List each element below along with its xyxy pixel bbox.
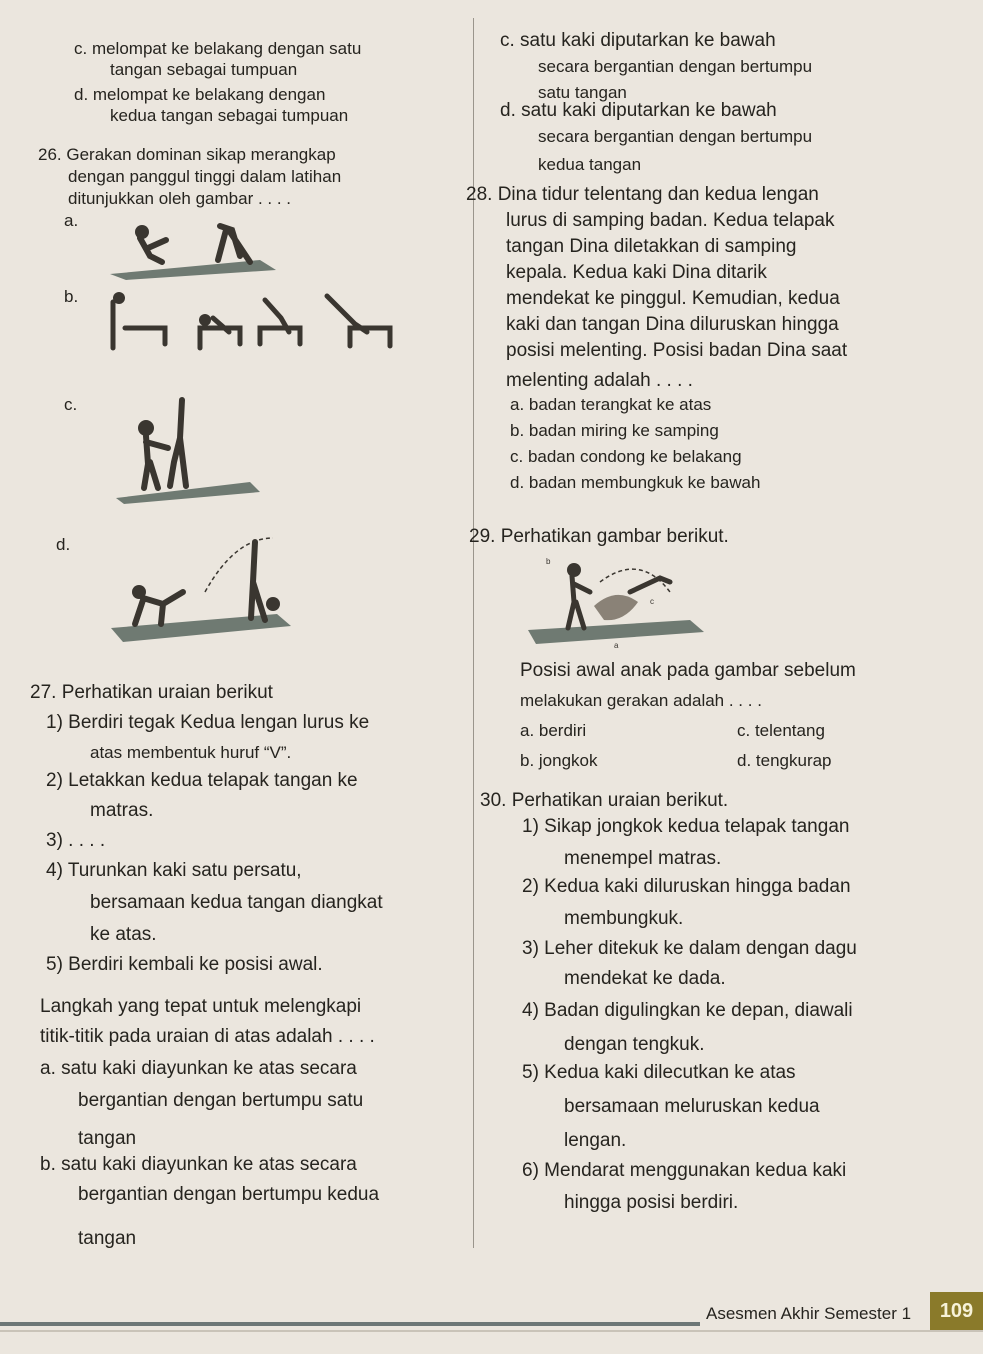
q25-left-option-c-line1: c. melompat ke belakang dengan satu [74,39,362,58]
q27-option-a-line2: bergantian dengan bertumpu satu [78,1090,364,1111]
q26-label-d: d. [56,535,71,554]
q28-line6: kaki dan tangan Dina diluruskan hingga [506,314,839,335]
q25-left-option-d-line1: d. melompat ke belakang dengan [74,85,326,104]
q27-step2-line1: 2) Letakkan kedua telapak tangan ke [46,770,358,791]
q26-figure-b [105,288,405,378]
q25-right-option-d-line2: secara bergantian dengan bertumpu [538,127,813,146]
q26-line1: 26. Gerakan dominan sikap merangkap [38,145,336,164]
q26-figure-c [110,392,260,504]
q29-figure [520,552,710,652]
q27-step1-line2: atas membentuk huruf “V”. [90,743,292,762]
q26-figure-a [100,212,280,280]
footer-rule-thin [0,1330,983,1332]
q25-right-option-c-line1: c. satu kaki diputarkan ke bawah [500,30,776,51]
q30-step3-line2: mendekat ke dada. [564,968,726,989]
q28-line1: 28. Dina tidur telentang dan kedua lengan [466,184,819,205]
q27-step5: 5) Berdiri kembali ke posisi awal. [46,954,323,975]
q27-option-b-line1: b. satu kaki diayunkan ke atas secara [40,1154,357,1175]
q27-step4-line1: 4) Turunkan kaki satu persatu, [46,860,302,881]
q26-line2: dengan panggul tinggi dalam latihan [68,167,342,186]
q26-label-a: a. [64,211,79,230]
q28-option-a: a. badan terangkat ke atas [510,395,712,414]
q27-step4-line2: bersamaan kedua tangan diangkat [90,892,383,913]
q30-step1-line1: 1) Sikap jongkok kedua telapak tangan [522,816,850,837]
q30-step3-line1: 3) Leher ditekuk ke dalam dengan dagu [522,938,857,959]
q25-right-option-d-line3: kedua tangan [538,155,642,174]
q29-title: 29. Perhatikan gambar berikut. [469,526,729,547]
q27-option-a-line3: tangan [78,1128,137,1149]
q28-option-d: d. badan membungkuk ke bawah [510,473,761,492]
footer-rule [0,1322,700,1326]
q28-line2: lurus di samping badan. Kedua telapak [506,210,835,231]
q30-step6-line1: 6) Mendarat menggunakan kedua kaki [522,1160,847,1181]
q30-step5-line1: 5) Kedua kaki dilecutkan ke atas [522,1062,796,1083]
q28-option-b: b. badan miring ke samping [510,421,719,440]
q26-label-b: b. [64,287,79,306]
q27-option-b-line3: tangan [78,1228,137,1249]
q26-line3: ditunjukkan oleh gambar . . . . [68,189,292,208]
q25-right-option-d-line1: d. satu kaki diputarkan ke bawah [500,100,777,121]
q30-step5-line3: lengan. [564,1130,627,1151]
q27-step2-line2: matras. [90,800,154,821]
q29-question-line1: Posisi awal anak pada gambar sebelum [520,660,856,681]
q30-step4-line1: 4) Badan digulingkan ke depan, diawali [522,1000,853,1021]
q29-option-b: b. jongkok [520,751,598,770]
q28-option-c: c. badan condong ke belakang [510,447,742,466]
q27-question-line2: titik-titik pada uraian di atas adalah . . . . [40,1026,375,1047]
q30-title: 30. Perhatikan uraian berikut. [480,790,729,811]
q30-step2-line1: 2) Kedua kaki diluruskan hingga badan [522,876,851,897]
q27-step1-line1: 1) Berdiri tegak Kedua lengan lurus ke [46,712,370,733]
q29-figure-label-b: b [546,557,551,566]
q29-option-d: d. tengkurap [737,751,832,770]
q25-left-option-c-line2: tangan sebagai tumpuan [110,60,298,79]
q27-step4-line3: ke atas. [90,924,157,945]
q26-figure-d [105,532,295,644]
q27-step3: 3) . . . . [46,830,106,851]
q29-figure-label-a: a [614,641,619,650]
q27-option-a-line1: a. satu kaki diayunkan ke atas secara [40,1058,357,1079]
q25-right-option-c-line3: satu tangan [538,83,627,102]
q30-step5-line2: bersamaan meluruskan kedua [564,1096,820,1117]
q29-option-c: c. telentang [737,721,825,740]
q29-figure-label-c: c [650,597,654,606]
q28-line7: posisi melenting. Posisi badan Dina saat [506,340,848,361]
q27-question-line1: Langkah yang tepat untuk melengkapi [40,996,362,1017]
footer-title: Asesmen Akhir Semester 1 [706,1304,912,1323]
q27-title: 27. Perhatikan uraian berikut [30,682,273,703]
page-number-badge: 109 [930,1292,983,1330]
q29-question-line2: melakukan gerakan adalah . . . . [520,691,762,710]
q28-line5: mendekat ke pinggul. Kemudian, kedua [506,288,840,309]
q26-label-c: c. [64,395,78,414]
q27-option-b-line2: bergantian dengan bertumpu kedua [78,1184,380,1205]
q28-line3: tangan Dina diletakkan di samping [506,236,797,257]
q30-step4-line2: dengan tengkuk. [564,1034,705,1055]
q28-line4: kepala. Kedua kaki Dina ditarik [506,262,767,283]
q29-option-a: a. berdiri [520,721,587,740]
q25-right-option-c-line2: secara bergantian dengan bertumpu [538,57,813,76]
q30-step6-line2: hingga posisi berdiri. [564,1192,739,1213]
q25-left-option-d-line2: kedua tangan sebagai tumpuan [110,106,349,125]
q30-step1-line2: menempel matras. [564,848,722,869]
q28-line8: melenting adalah . . . . [506,370,693,391]
q30-step2-line2: membungkuk. [564,908,684,929]
